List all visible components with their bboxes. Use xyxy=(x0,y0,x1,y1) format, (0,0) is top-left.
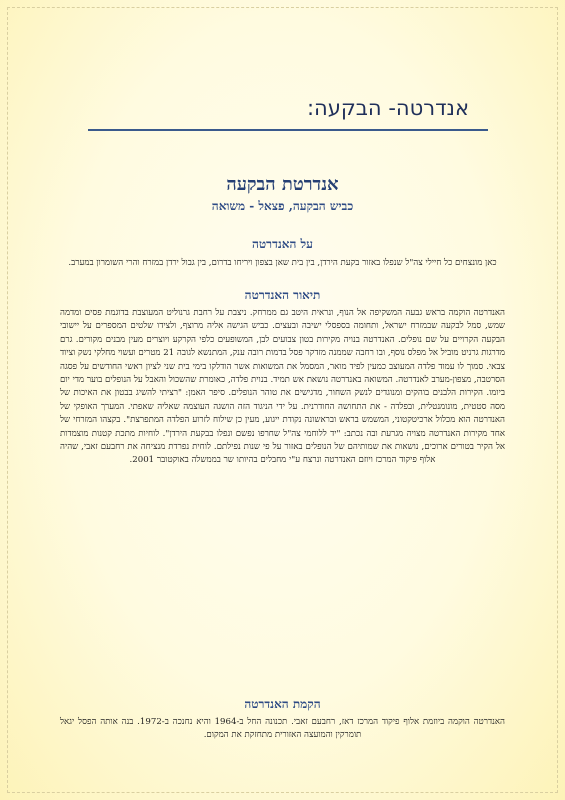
page-header-title: אנדרטה- הבקעה: xyxy=(306,96,469,120)
section-heading-establishment: הקמת האנדרטה xyxy=(244,697,321,711)
section-text-establishment: האנדרטה הוקמה ביוזמת אלוף פיקוד המרכז דאז, רחבעם זאבי. תכנונה החל ב-1964 והיא נחנכה ב-1972. בנה אותה הפסל יגאל תומרקין והמועצה האזורית מתחזקת את המקום. xyxy=(60,717,505,741)
section-heading-about: על האנדרטה xyxy=(252,237,313,251)
section-heading-description: תיאור האנדרטה xyxy=(244,288,321,302)
document-title: אנדרטת הבקעה xyxy=(226,174,339,195)
header-divider xyxy=(88,129,488,131)
section-text-description: האנדרטה הוקמה בראש גבעה המשקיפה אל הנוף, ונראית היטב גם ממרחק. ניצבת על רחבת גרנוליט המעוצבת בדוגמת פסים ומדמה שמש, סמל לבקעה שבמזרח ישראל, ותחומה בספסלי ישיבה ובעצים. כביש הגישה אליה מרוצף, ולצידו שלטים המספרים על יישובי הבקעה הקרויים על שם נופלים. האנדרטה בנויה מקירות בטון צבועים לבן, המשופעים כלפי הקרקע ויוצרים מעין מבנים מקורים. גרם מדרגות גרניט מוביל אל מפלס נוסף, ובו רחבה שממנה מזדקר פסל בדמות רובה ענק, המתנשא לגובה 21 מטרים ועשוי מחלקי נשק וציוד צבאי. סמוך לו עמוד פלדה המעוצב כמעין לפיד מואר, המסמל את המשואות אשר הודלקו בימי בית שני לציון ראשי החודשים על פסגה הסרטבה, מצפון-מערב לאנדרטה. המשואה באנדרטה נושאת אש תמיד. בנוית פלדה, כאומרת שהשכול והאבל על הנופלים בוער מדי יום ביומו. הקירות הלבנים בוהקים ומנוגדים לנשק השחור, מדגישים את טוהר הנופלים. סיפר האמן: "רציתי להשיג בבטון את האיכות של מסה סטטית, מונומנטלית, ובפלדה - את התחושה החודרנית. על ידי הניגוד הזה הושגה העוצמה שאליה שאפתי. המערך האופקי של האנדרטה הוא מכלול ארכיטקטוני, המשמש בראש ובראשונה נקודת ייגוע, מעין כן שילוח לזרוע הפלדה המתפרצת". בקצהו המזרחי של אחד מקירות האנדרטה מצויה מגרעת ובה נכתב: "יד ללוחמי צה"ל שחרפו נפשם ונפלו בבקעת הירדן". לוחיות מתכת קטנות מוצמדות אל הקיר בטורים ארוכים, נושאות את שמותיהם של הנופלים באזור על פי שנות נפילתם. לוחית נפרדת מנציחה את רחבעם זאבי, שהיה אלוף פיקוד המרכז ויוזם האנדרטה ונרצח ע"י מחבלים בהיותו שר בממשלה באוקטובר 2001. xyxy=(60,308,505,466)
section-text-about: כאן מונצחים כל חיילי צה"ל שנפלו באזור בקעת הירדן, בין בית שאן בצפון ויריחו בדרום, בין גבול ירדן במזרח והרי השומרון במערב. xyxy=(68,258,497,268)
document-subtitle: כביש הבקעה, פצאל - משואה xyxy=(211,199,354,213)
